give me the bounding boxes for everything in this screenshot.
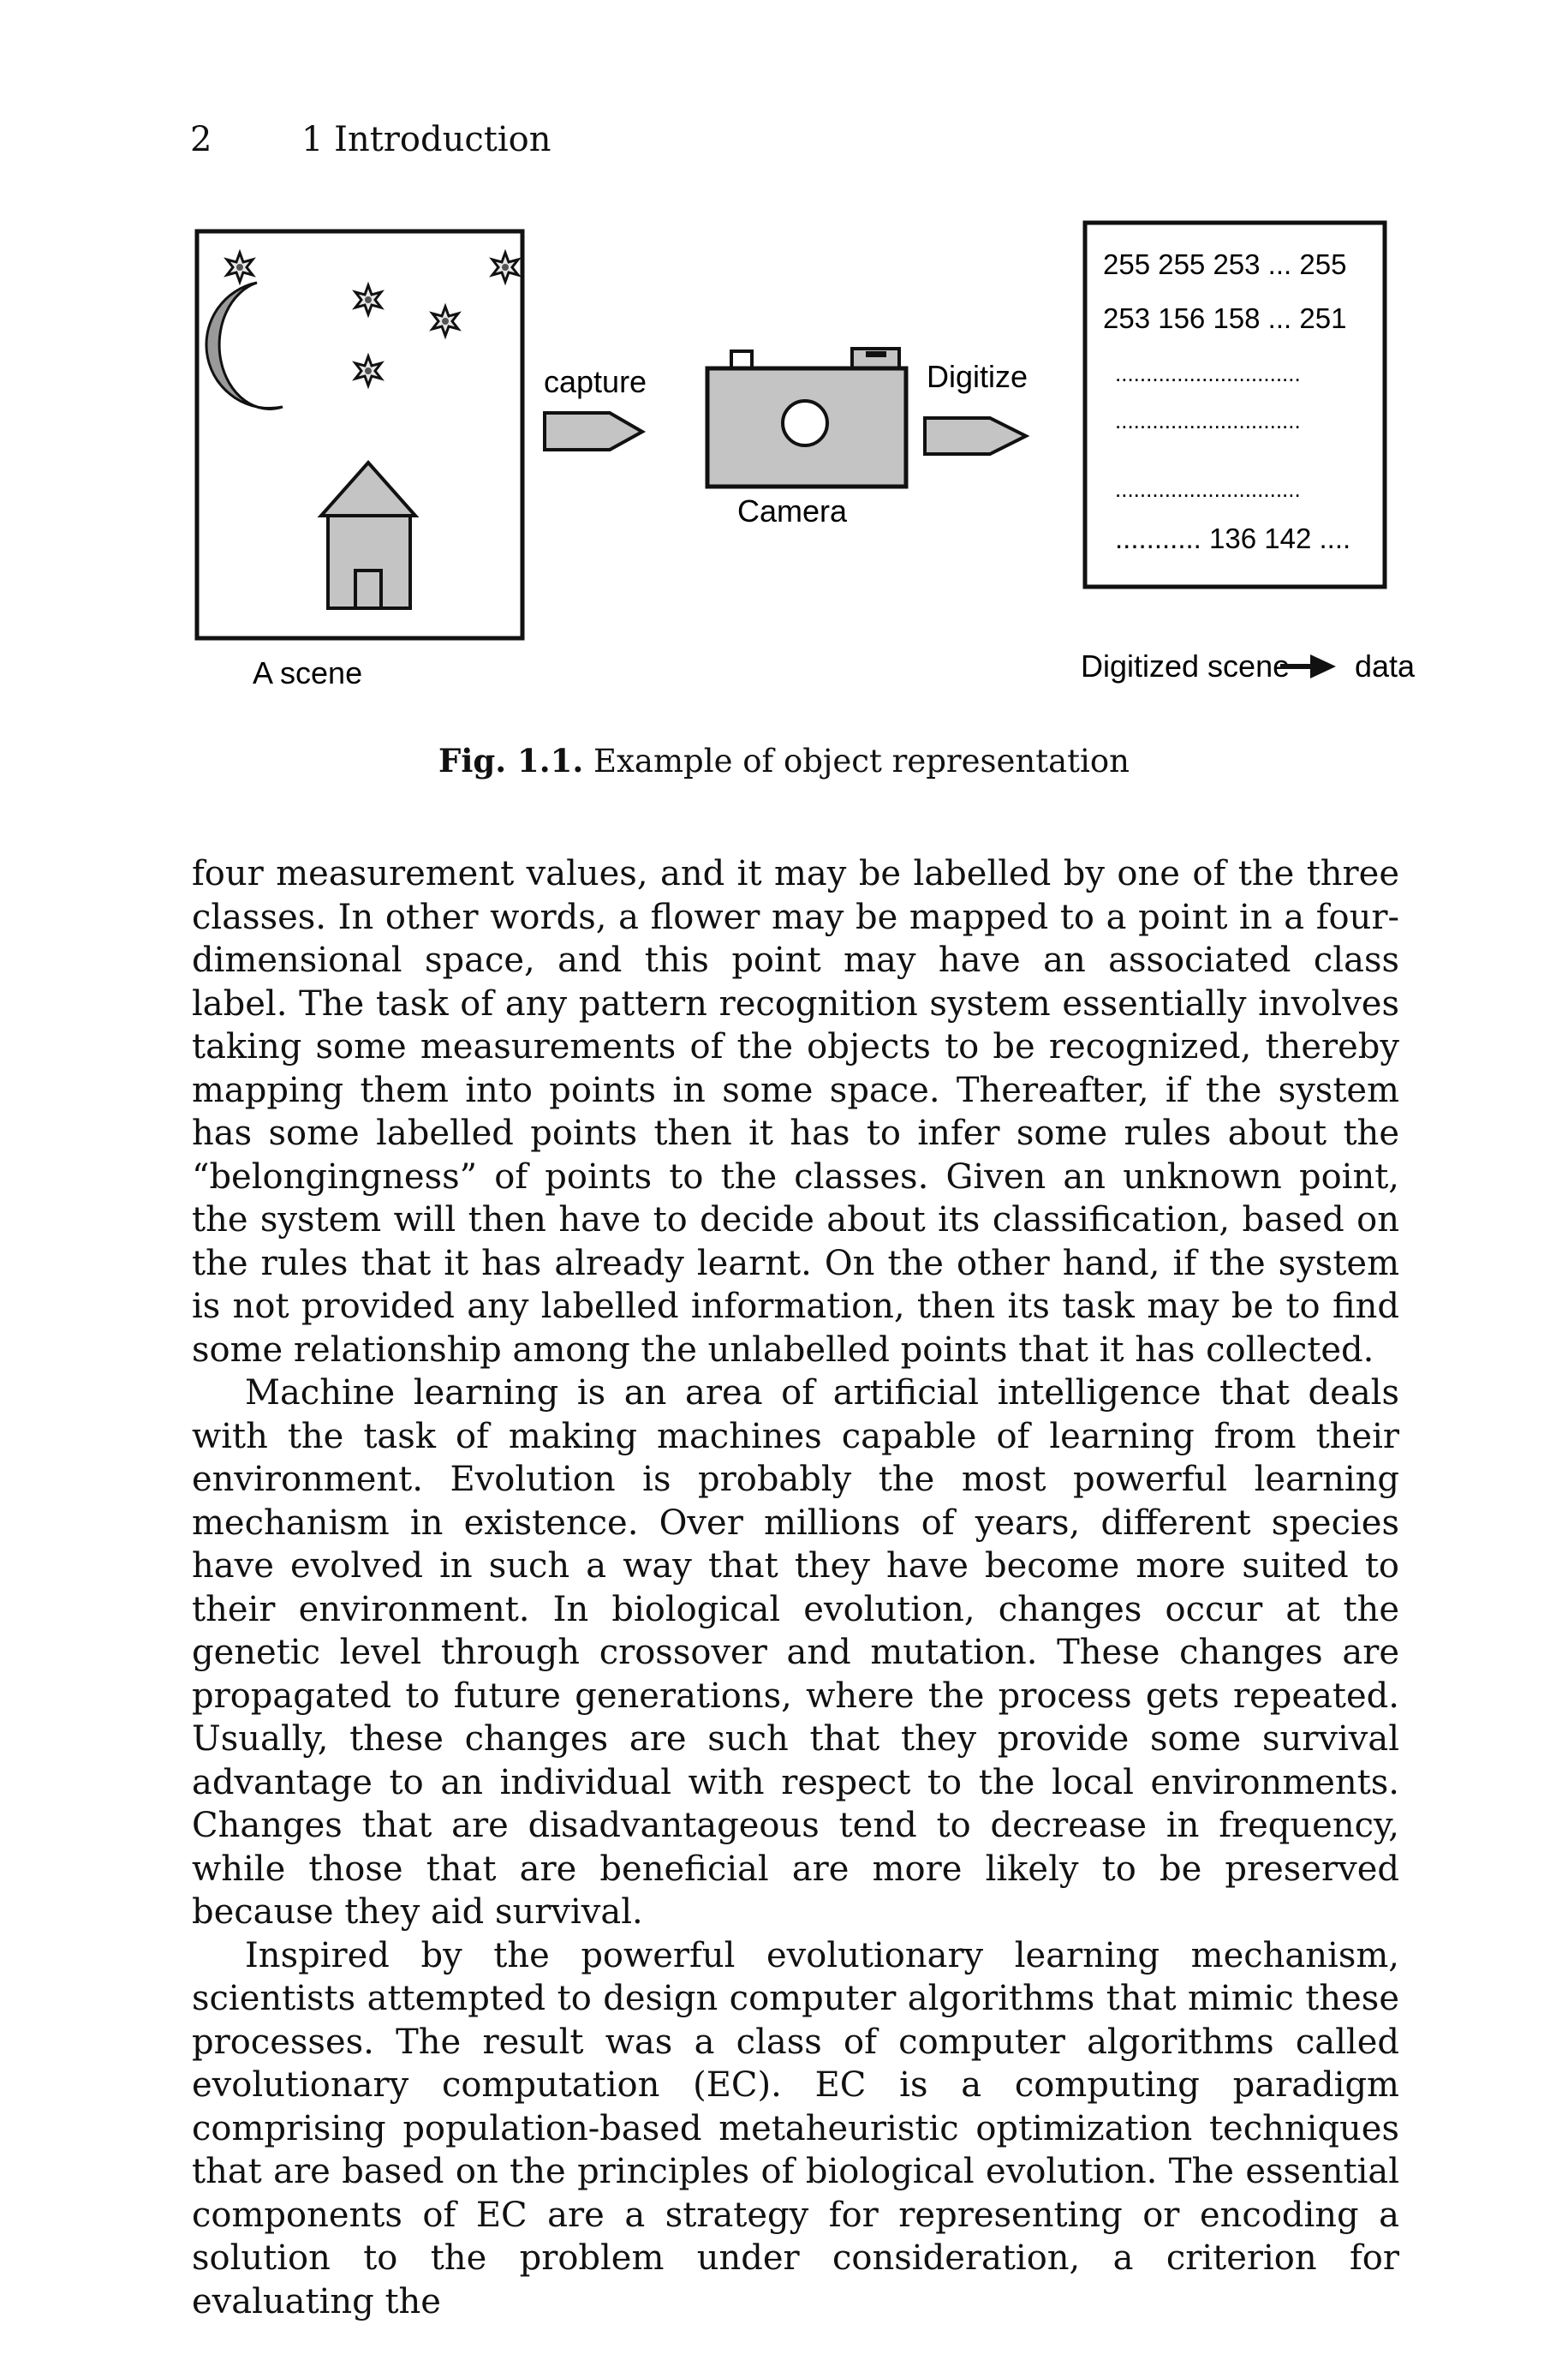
digitize-label: Digitize (927, 359, 1028, 394)
digitized-scene-label: Digitized scene (1081, 648, 1291, 684)
paragraph: Inspired by the powerful evolutionary learning mechanism, scientists attempted to design computer algorithms that mimic these processes. The result was a class of computer algorithms called evolutionary computation (EC). EC is a computing paradigm comprising population-based metaheuristic optimization techniques that are based on the principles of biological evolution. The essential components of EC are a strategy for representing or encoding a solution to the problem under consideration, a criterion for evaluating the (192, 1935, 1399, 2321)
matrix-row: .............................. (1115, 361, 1301, 386)
matrix-row: .............................. (1115, 408, 1301, 433)
caption-text: Example of object representation (593, 743, 1130, 780)
matrix-row: 253 156 158 ... 251 (1103, 302, 1347, 334)
matrix-row: 255 255 253 ... 255 (1103, 248, 1347, 280)
figure-object-representation (188, 214, 1416, 745)
matrix-row: .............................. (1115, 476, 1301, 502)
camera-icon (707, 349, 906, 487)
caption-number: Fig. 1.1. (438, 742, 584, 780)
running-header (190, 120, 551, 159)
matrix-row: ........... 136 142 .... (1115, 523, 1351, 554)
section-title: 1 Introduction (301, 120, 551, 159)
capture-label: capture (544, 364, 647, 399)
scene-label: A scene (253, 655, 363, 690)
digitize-arrow (925, 418, 1026, 454)
data-label: data (1355, 648, 1416, 684)
paragraph: Machine learning is an area of artificial intelligence that deals with the task of making machines capable of learning from their environment. Evolution is probably the most powerful learning mechanism in existence. Over millions of years, different species have evolved in such a way that they have become more suited to their environment. In biological evolution, changes occur at the genetic level through crossover and mutation. These changes are propagated to future generations, where the process gets repeated. Usually, these changes are such that they provide some survival advantage to an individual with respect to the local environments. Changes that are disadvantageous tend to decrease in frequency, while those that are beneficial are more likely to be preserved because they aid survival. (192, 1373, 1399, 1932)
body-text (192, 852, 1399, 2323)
figure-caption (0, 742, 1568, 780)
paragraph: four measurement values, and it may be labelled by one of the three classes. In other words, a flower may be mapped to a point in a four-dimensional space, and this point may have an associated class label. The task of any pattern recognition system essentially involves taking some measurements of the objects to be recognized, thereby mapping them into points in some space. Thereafter, if the system has some labelled points then it has to infer some rules about the “belongingness” of points to the classes. Given an unknown point, the system will then have to decide about its classification, based on the rules that it has already learnt. On the other hand, if the system is not provided any labelled information, then its task may be to find some relationship among the unlabelled points that it has collected. (192, 854, 1399, 1370)
capture-arrow (545, 413, 642, 450)
camera-label: Camera (736, 493, 848, 529)
figure-diagram (188, 214, 1416, 745)
page-number: 2 (190, 120, 212, 159)
